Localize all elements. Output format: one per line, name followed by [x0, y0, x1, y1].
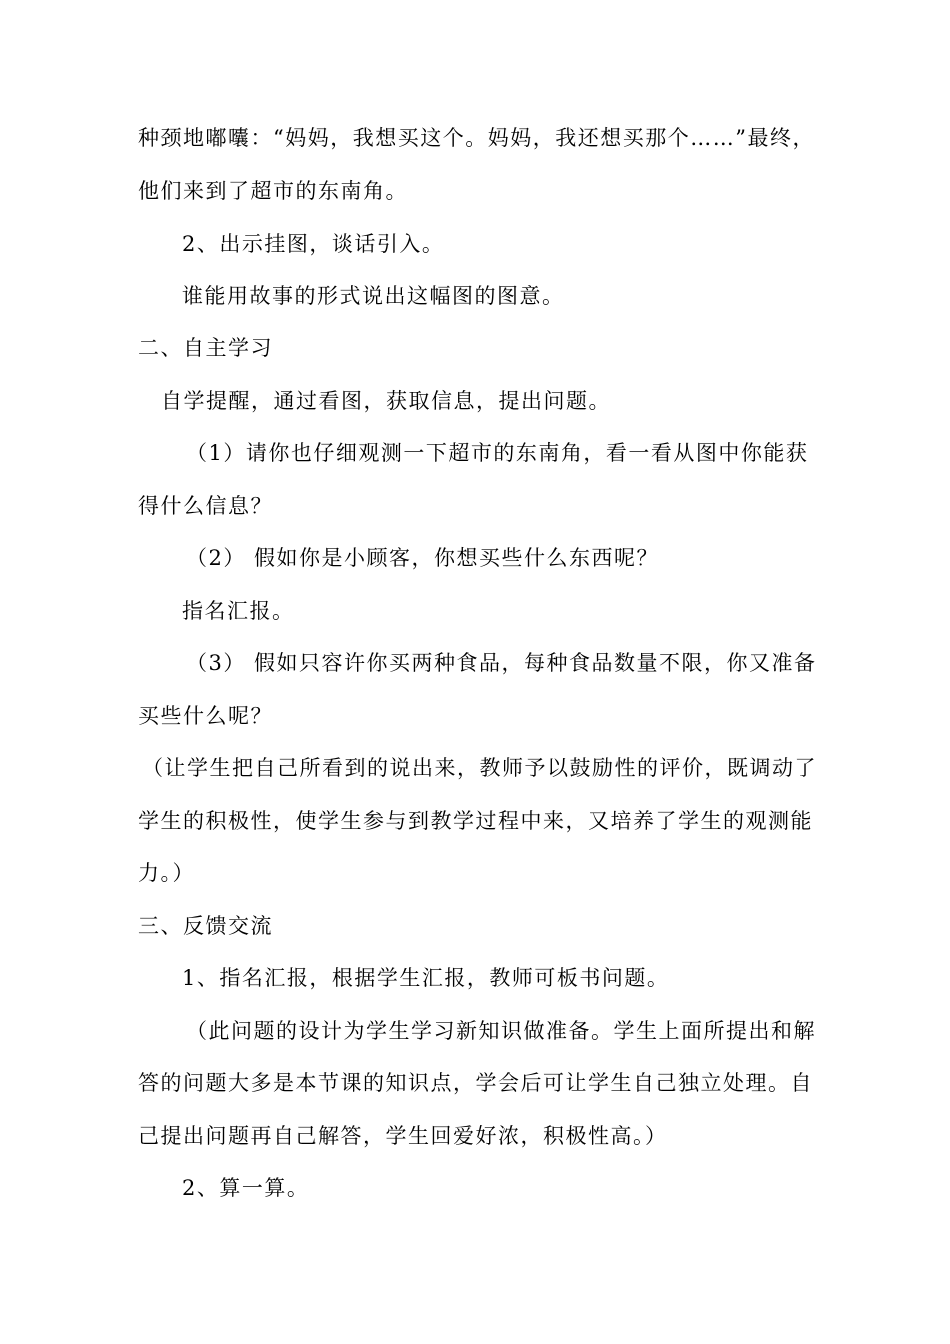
text-line: 学生的积极性，使学生参与到教学过程中来，又培养了学生的观测能 [138, 809, 813, 833]
text-line: 自学提醒，通过看图，获取信息，提出问题。 [161, 389, 611, 413]
text-line: 种颈地嘟囔：“妈妈，我想买这个。妈妈，我还想买那个……”最终， [138, 126, 815, 150]
text-line: 己提出问题再自己解答，学生回爱好浓，积极性高。） [138, 1124, 668, 1148]
text-line: 他们来到了超市的东南角。 [138, 179, 408, 203]
text-line: 买些什么呢？ [138, 704, 273, 728]
text-line: （2） 假如你是小顾客，你想买些什么东西呢？ [186, 546, 660, 570]
text-line: 力。） [138, 861, 195, 885]
text-line: （3） 假如只容许你买两种食品，每种食品数量不限，你又准备 [186, 651, 817, 675]
text-line: 2、算一算。 [182, 1176, 310, 1200]
text-line: 2、出示挂图，谈话引入。 [182, 232, 445, 256]
section-heading: 三、反馈交流 [138, 914, 273, 938]
text-line: （让学生把自己所看到的说出来，教师予以鼓励性的评价，既调动了 [142, 756, 817, 780]
text-line: 指名汇报。 [182, 599, 295, 623]
text-line: 1、指名汇报，根据学生汇报，教师可板书问题。 [182, 966, 670, 990]
text-line: 谁能用故事的形式说出这幅图的图意。 [182, 284, 565, 308]
text-line: （此问题的设计为学生学习新知识做准备。学生上面所提出和解 [186, 1019, 816, 1043]
text-line: 答的问题大多是本节课的知识点，学会后可让学生自己独立处理。自 [138, 1071, 813, 1095]
text-line: 得什么信息？ [138, 494, 273, 518]
section-heading: 二、自主学习 [138, 336, 273, 360]
text-line: （1）请你也仔细观测一下超市的东南角，看一看从图中你能获 [186, 441, 809, 465]
